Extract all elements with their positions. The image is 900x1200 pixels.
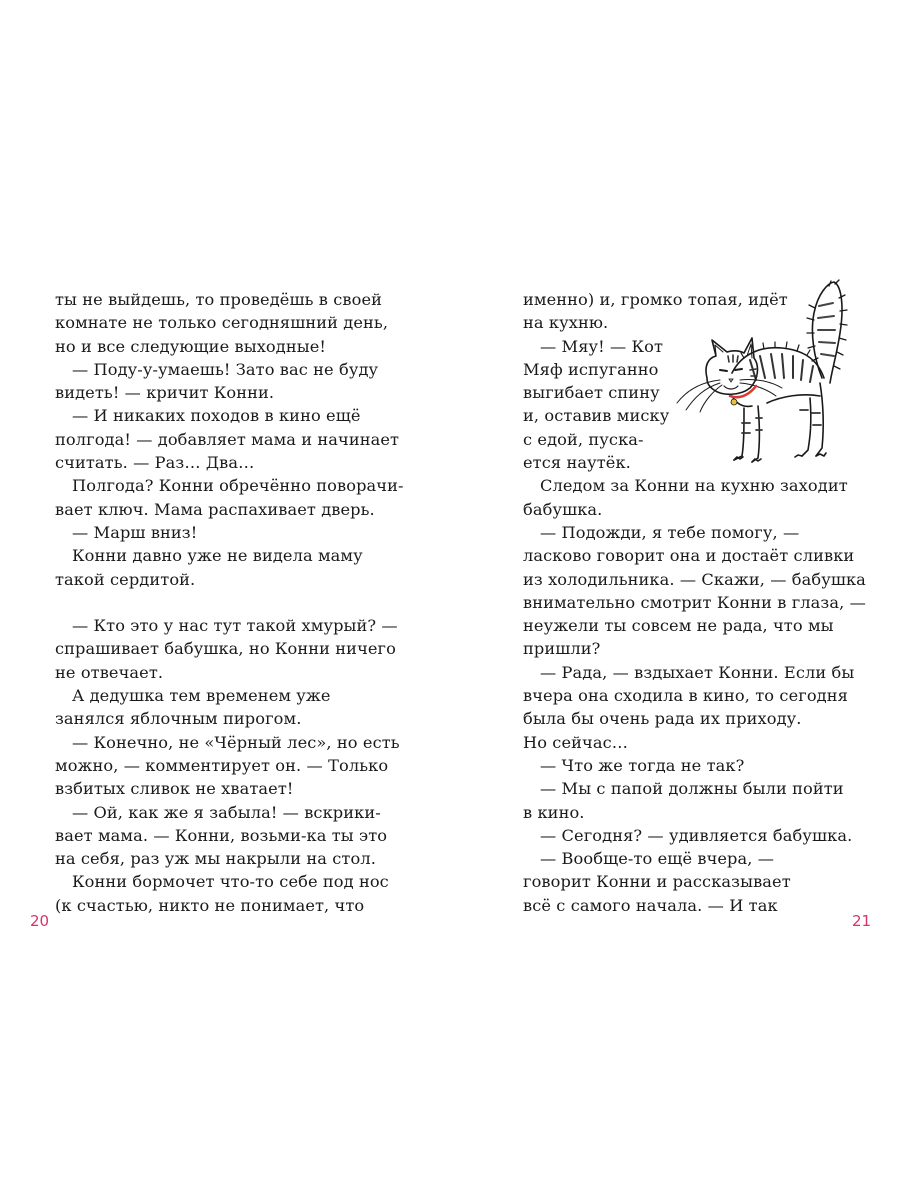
text-line: — Мы с папой должны были пойти (540, 779, 844, 799)
text-line: на себя, раз уж мы накрыли на стол. (55, 849, 376, 869)
text-line: внимательно смотрит Конни в глаза, — (523, 592, 866, 612)
text-line: на кухню. (523, 313, 609, 333)
text-line: — Поду-у-умаешь! Зато вас не буду (72, 359, 379, 379)
text-line: всё с самого начала. — И так (523, 895, 778, 915)
text-line: в кино. (523, 802, 585, 822)
text-line: — Сегодня? — удивляется бабушка. (540, 825, 853, 845)
text-line: с едой, пуска- (523, 429, 644, 449)
text-line: — Что же тогда не так? (540, 755, 745, 775)
section-break (55, 591, 385, 614)
text-line: именно) и, громко топая, идёт (523, 290, 788, 309)
text-line: не отвечает. (55, 662, 164, 682)
text-line: но и все следующие выходные! (55, 336, 326, 356)
text-line: можно, — комментирует он. — Только (55, 755, 389, 775)
text-line: взбитых сливок не хватает! (55, 779, 294, 799)
page-number-left: 20 (30, 912, 50, 930)
text-line: полгода! — добавляет мама и начинает (55, 429, 400, 449)
left-page-text (55, 288, 404, 917)
text-line: Конни давно уже не видела маму (72, 546, 363, 566)
text-line: комнате не только сегодняшний день, (55, 313, 389, 333)
text-line: вает ключ. Мама распахивает дверь. (55, 499, 375, 519)
text-line: — И никаких походов в кино ещё (72, 406, 361, 426)
page-number-right: 21 (852, 912, 872, 930)
text-line: говорит Конни и рассказывает (523, 872, 791, 892)
text-line: такой сердитой. (55, 569, 196, 589)
text-line: — Мяу! — Кот (540, 336, 664, 356)
text-line: Мяф испуганно (523, 359, 659, 379)
text-line: ты не выйдешь, то проведёшь в своей (55, 290, 383, 309)
text-line: — Марш вниз! (72, 522, 198, 542)
text-line: выгибает спину (523, 383, 660, 403)
text-line: — Вообще-то ещё вчера, — (540, 849, 775, 869)
text-line: занялся яблочным пирогом. (55, 709, 302, 729)
text-line: — Кто это у нас тут такой хмурый? — (72, 616, 398, 636)
text-line: (к счастью, никто не понимает, что (55, 895, 365, 915)
cat-illustration-icon (672, 278, 872, 473)
text-line: — Конечно, не «Чёрный лес», но есть (72, 732, 400, 752)
text-line: видеть! — кричит Конни. (55, 383, 275, 403)
text-line: — Рада, — вздыхает Конни. Если бы (540, 662, 855, 682)
text-line: ется наутёк. (523, 453, 631, 473)
text-line: Конни бормочет что-то себе под нос (72, 872, 389, 892)
text-line: вчера она сходила в кино, то сегодня (523, 686, 848, 706)
text-line: считать. — Раз… Два… (55, 453, 255, 473)
text-line: А дедушка тем временем уже (72, 686, 331, 706)
text-line: Полгода? Конни обречённо поворачи- (72, 476, 404, 496)
text-line: — Подожди, я тебе помогу, — (540, 522, 800, 542)
text-line: — Ой, как же я забыла! — вскрики- (72, 802, 381, 822)
text-line: спрашивает бабушка, но Конни ничего (55, 639, 396, 659)
text-line: Следом за Конни на кухню заходит (540, 476, 848, 496)
text-line: неужели ты совсем не рада, что мы (523, 616, 834, 636)
text-line: была бы очень рада их приходу. (523, 709, 802, 729)
text-line: и, оставив миску (523, 406, 670, 426)
text-line: бабушка. (523, 499, 603, 519)
text-line: Но сейчас… (523, 732, 629, 752)
text-line: вает мама. — Конни, возьми-ка ты это (55, 825, 388, 845)
text-line: пришли? (523, 639, 601, 659)
text-line: из холодильника. — Скажи, — бабушка (523, 569, 866, 589)
text-line: ласково говорит она и достаёт сливки (523, 546, 855, 566)
